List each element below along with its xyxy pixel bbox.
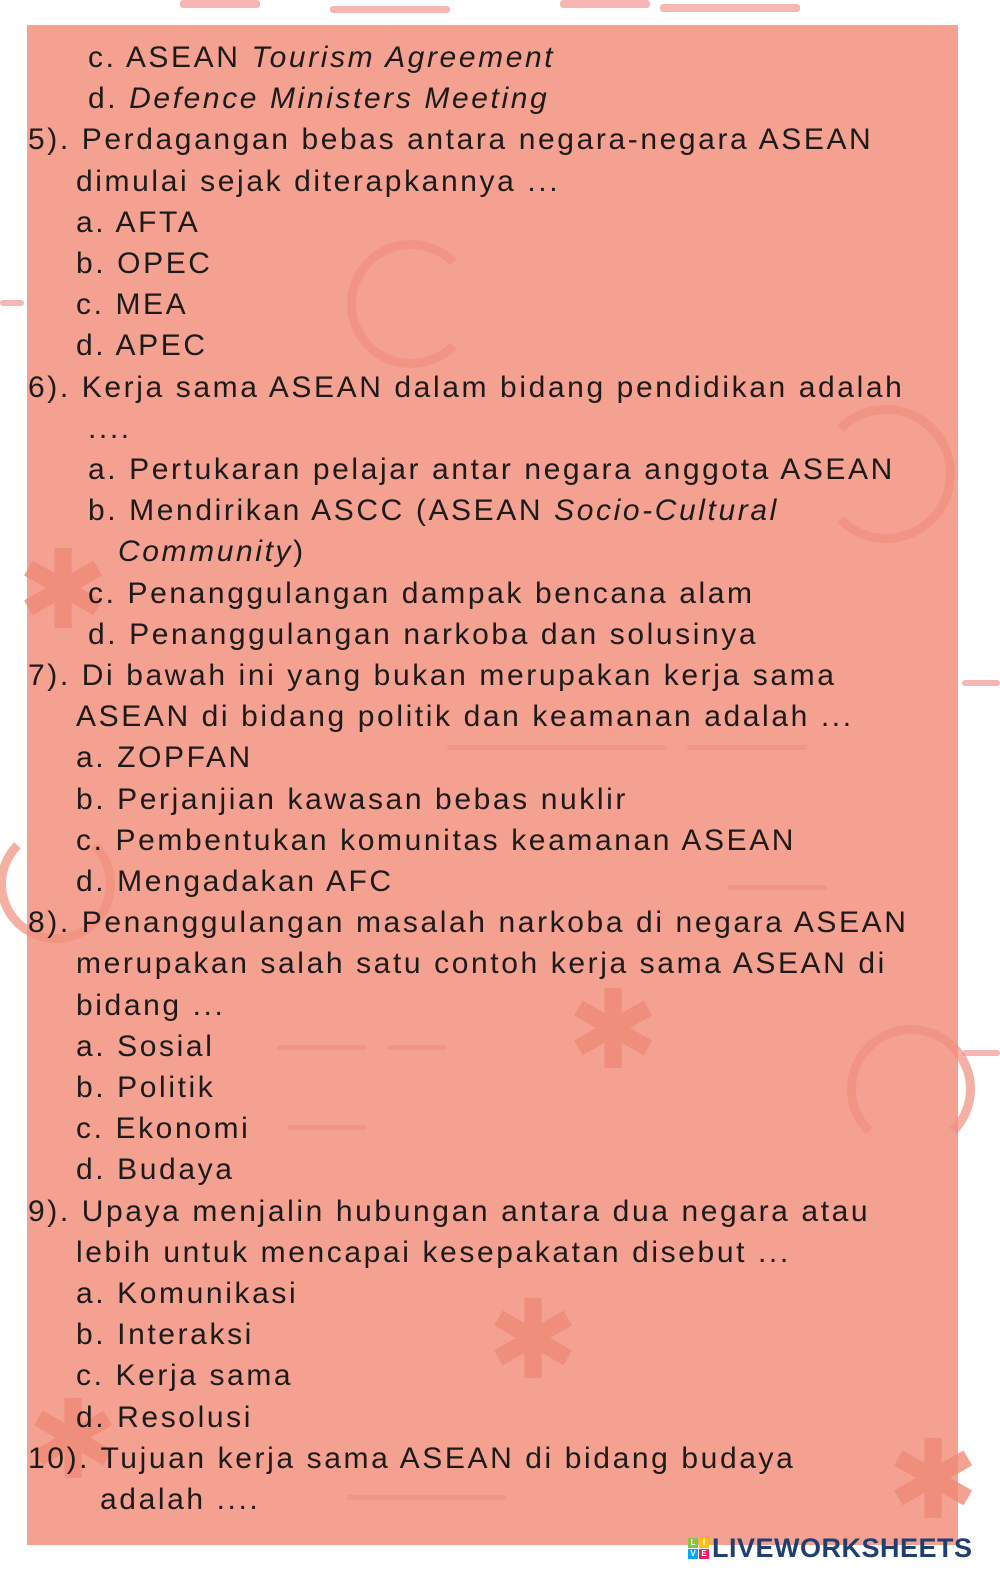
decoration-swirl	[847, 1025, 975, 1153]
decoration	[0, 300, 24, 306]
text-line	[76, 820, 796, 861]
text-line	[76, 284, 188, 325]
logo-text: LIVEWORKSHEETS	[712, 1533, 973, 1563]
text: d. APEC	[76, 329, 208, 363]
badge-letter: L	[688, 1538, 698, 1548]
text: a. ZOPFAN	[76, 741, 253, 775]
text: b. OPEC	[76, 247, 213, 280]
text-line	[76, 1108, 250, 1149]
text: a. Komunikasi	[76, 1277, 299, 1310]
text: 9). Upaya menjalin hubungan antara dua negara atau	[28, 1194, 871, 1228]
text-line	[88, 37, 555, 78]
text: d. Resolusi	[76, 1400, 254, 1434]
text-line	[76, 861, 394, 902]
italic-text: Defence Ministers Meeting	[129, 82, 550, 116]
decoration-star: ✱	[17, 526, 110, 654]
italic-text: Community	[118, 535, 294, 569]
decoration	[180, 0, 260, 8]
text-line	[88, 408, 132, 449]
decoration-dash	[287, 1125, 367, 1130]
text: 5). Perdagangan bebas antara negara-negara ASEAN	[28, 123, 874, 157]
text: 6). Kerja sama ASEAN dalam bidang pendidikan adalah	[28, 370, 905, 404]
text: a. AFTA	[76, 205, 201, 239]
text-line	[76, 943, 887, 984]
text-line	[76, 696, 854, 737]
text: lebih untuk mencapai kesepakatan disebut ...	[76, 1235, 791, 1269]
decoration-dash	[277, 1045, 367, 1050]
text-line	[28, 119, 873, 160]
decoration-swirl	[347, 240, 475, 368]
decoration	[560, 0, 650, 8]
text-line	[76, 779, 628, 820]
text: 10). Tujuan kerja sama ASEAN di bidang budaya	[28, 1441, 796, 1475]
text: d. Mengadakan AFC	[76, 865, 394, 898]
text-line	[76, 1314, 254, 1355]
text: b. Perjanjian kawasan bebas nuklir	[76, 782, 629, 816]
text-line	[28, 1191, 870, 1232]
decoration-dash	[347, 1495, 507, 1500]
text: adalah ....	[100, 1483, 261, 1516]
text: b. Mendirikan ASCC (ASEAN	[88, 494, 555, 528]
text: d. Penanggulangan narkoba dan solusinya	[88, 617, 759, 651]
decoration	[660, 4, 800, 12]
text: b. Politik	[76, 1071, 216, 1104]
text: a. Sosial	[76, 1029, 215, 1063]
text: c. MEA	[76, 288, 189, 322]
text: d.	[88, 82, 130, 116]
italic-text: Socio-Cultural	[554, 494, 779, 528]
text-line	[76, 243, 213, 284]
decoration-star: ✱	[887, 1416, 980, 1544]
text-line	[88, 78, 549, 119]
text-line	[88, 490, 779, 531]
text-line	[28, 902, 909, 943]
text-line	[76, 1026, 214, 1067]
text-line	[76, 1273, 298, 1314]
text: b. Interaksi	[76, 1318, 254, 1352]
decoration	[962, 680, 1000, 686]
text-line	[76, 737, 253, 778]
text: c. ASEAN	[88, 41, 252, 74]
text-line	[76, 1397, 253, 1438]
badge-letter: E	[699, 1549, 709, 1559]
text-line	[76, 1149, 235, 1190]
text: c. Penanggulangan dampak bencana alam	[88, 576, 755, 610]
text-line	[88, 614, 758, 655]
decoration	[330, 6, 450, 13]
text-line	[88, 449, 895, 490]
text: )	[293, 535, 306, 569]
text-line	[76, 1067, 215, 1108]
text: c. Kerja sama	[76, 1359, 294, 1393]
text: c. Ekonomi	[76, 1112, 251, 1146]
decoration-dash	[687, 745, 807, 750]
text: d. Budaya	[76, 1153, 235, 1187]
text-line	[76, 985, 225, 1026]
text-line	[118, 531, 306, 572]
text-line	[76, 202, 200, 243]
text: ASEAN di bidang politik dan keamanan adalah ...	[76, 700, 854, 734]
text: 8). Penanggulangan masalah narkoba di negara ASEAN	[28, 906, 909, 940]
text-line	[100, 1479, 260, 1520]
text-line	[76, 1232, 791, 1273]
text: c. Pembentukan komunitas keamanan ASEAN	[76, 823, 797, 857]
decoration-dash	[447, 745, 667, 750]
decoration	[962, 1050, 1000, 1056]
decoration-dash	[387, 1045, 447, 1050]
text: ....	[88, 411, 132, 445]
text: bidang ...	[76, 988, 226, 1022]
decoration-star: ✱	[567, 966, 660, 1094]
decoration-dash	[727, 885, 827, 890]
text-line	[28, 367, 904, 408]
text: 7). Di bawah ini yang bukan merupakan kerja sama	[28, 659, 837, 692]
text-line	[28, 1438, 795, 1479]
liveworksheets-logo	[688, 1533, 973, 1564]
text-line	[76, 325, 208, 366]
text: merupakan salah satu contoh kerja sama ASEAN di	[76, 947, 887, 981]
text-line	[28, 655, 837, 696]
badge-letter: I	[699, 1538, 709, 1548]
badge-letter: V	[688, 1549, 698, 1559]
text-line	[88, 573, 755, 614]
italic-text: Tourism Agreement	[251, 41, 556, 74]
decoration-star: ✱	[487, 1276, 580, 1404]
text: a. Pertukaran pelajar antar negara anggota ASEAN	[88, 453, 895, 486]
text-line	[76, 1355, 293, 1396]
live-badge-icon	[688, 1538, 709, 1559]
decoration-star: ✱	[27, 1376, 120, 1504]
text: dimulai sejak diterapkannya ...	[76, 164, 561, 198]
text-line	[76, 161, 560, 202]
